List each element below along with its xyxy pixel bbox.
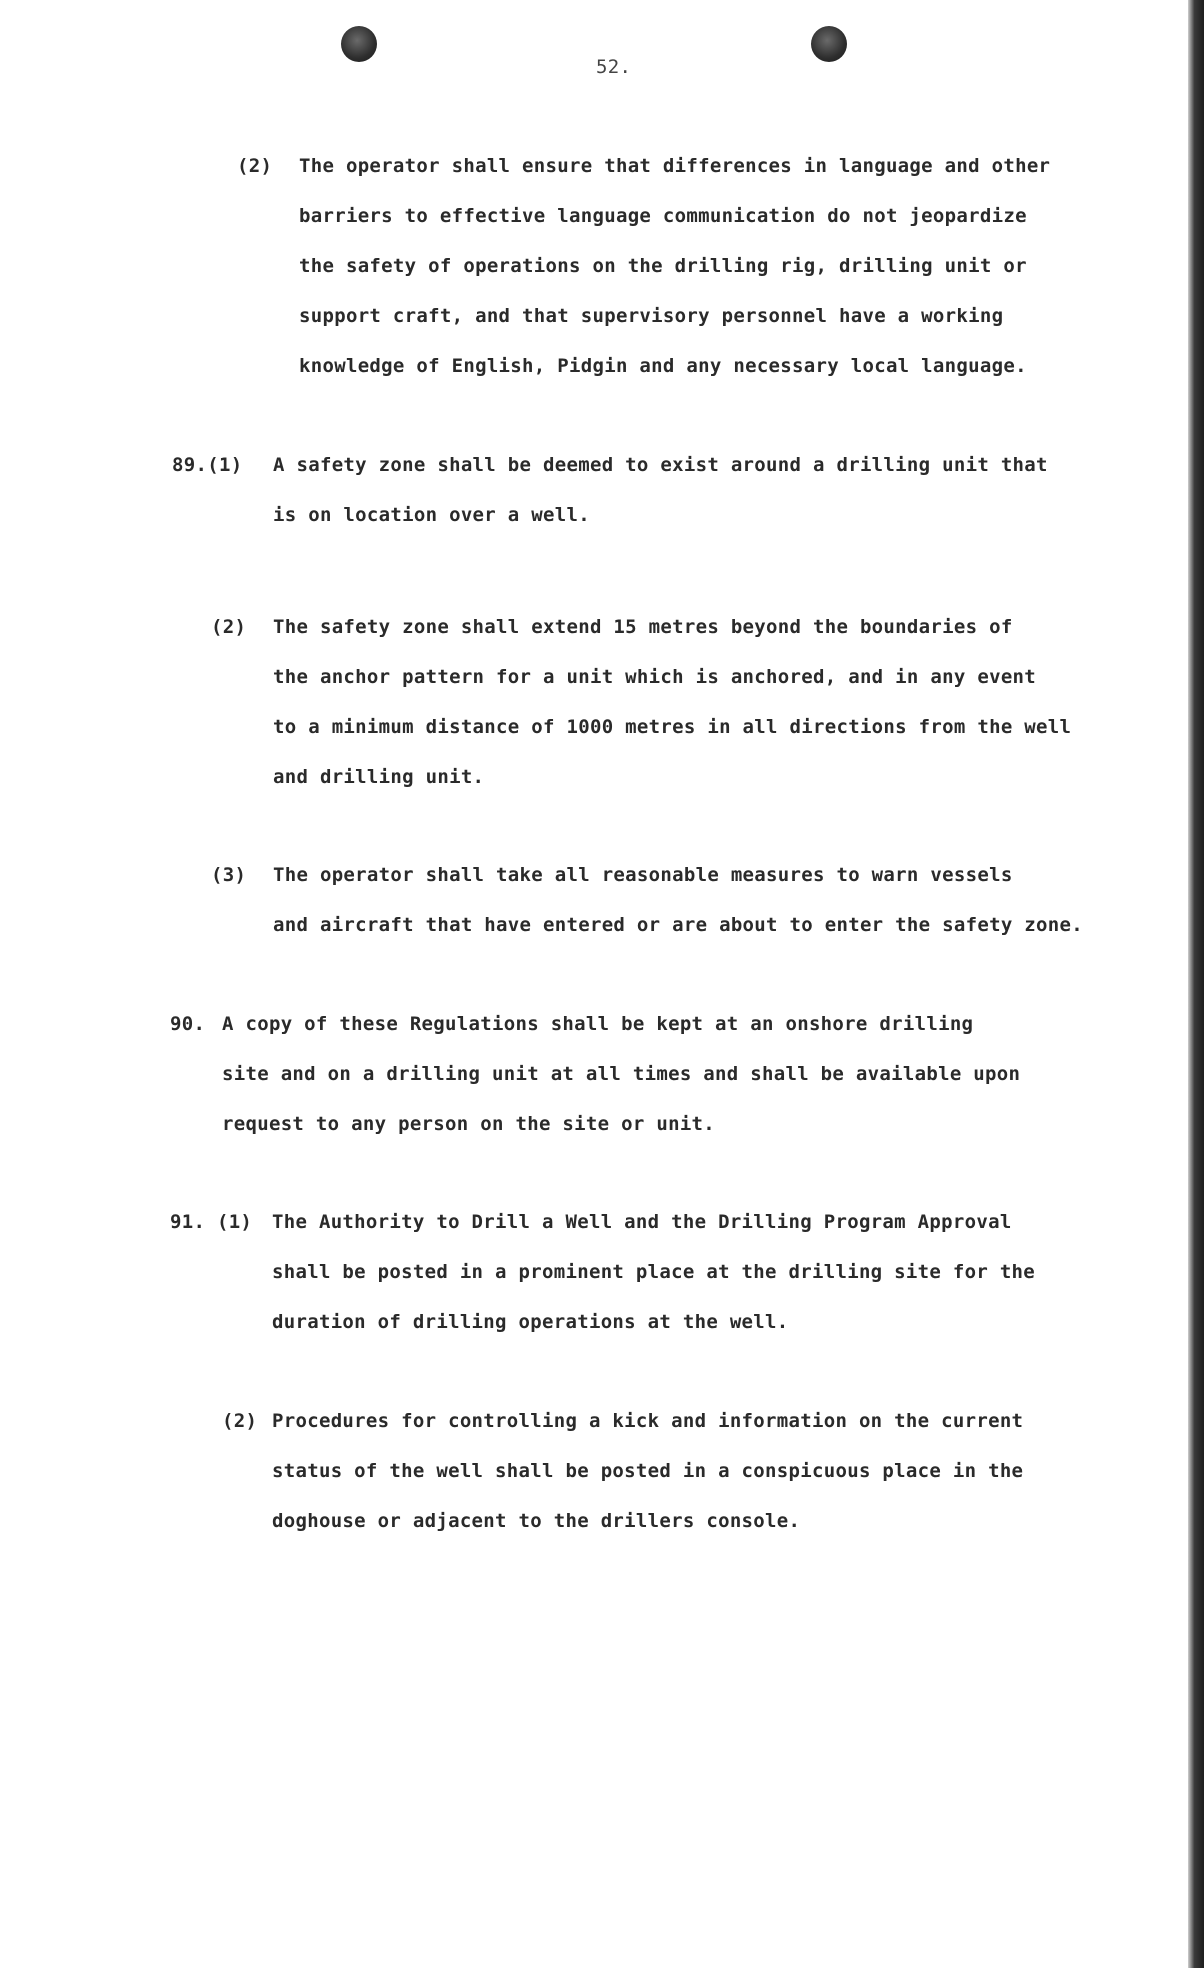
section-line: shall be posted in a prominent place at the drilling site for the — [272, 1261, 1036, 1283]
section-line: is on location over a well. — [273, 504, 590, 526]
section-line: A safety zone shall be deemed to exist around a drilling unit that — [273, 454, 1048, 476]
section-line: barriers to effective language communication do not jeopardize — [299, 205, 1027, 227]
section-number: 91. (1) — [170, 1211, 253, 1233]
section-line: A copy of these Regulations shall be kept at an onshore drilling — [222, 1013, 974, 1035]
section-number: (2) — [222, 1410, 258, 1432]
section-line: support craft, and that supervisory personnel have a working — [299, 305, 1004, 327]
section-line: duration of drilling operations at the well. — [272, 1311, 789, 1333]
section-line: The operator shall take all reasonable measures to warn vessels — [273, 864, 1013, 886]
section-line: doghouse or adjacent to the drillers console. — [272, 1510, 801, 1532]
section-line: request to any person on the site or unit. — [222, 1113, 716, 1135]
section-line: knowledge of English, Pidgin and any necessary local language. — [299, 355, 1027, 377]
punch-hole-right — [811, 26, 847, 62]
section-line: Procedures for controlling a kick and information on the current — [272, 1410, 1024, 1432]
section-line: the anchor pattern for a unit which is anchored, and in any event — [273, 666, 1037, 688]
section-line: status of the well shall be posted in a conspicuous place in the — [272, 1460, 1024, 1482]
section-line: and drilling unit. — [273, 766, 485, 788]
section-number: (3) — [211, 864, 247, 886]
section-line: The operator shall ensure that differences in language and other — [299, 155, 1051, 177]
section-line: to a minimum distance of 1000 metres in all directions from the well — [273, 716, 1072, 738]
punch-hole-left — [341, 26, 377, 62]
section-line: the safety of operations on the drilling rig, drilling unit or — [299, 255, 1027, 277]
section-number: 90. — [170, 1013, 206, 1035]
section-line: The Authority to Drill a Well and the Drilling Program Approval — [272, 1211, 1012, 1233]
section-number: (2) — [237, 155, 273, 177]
page-number: 52. — [596, 56, 632, 78]
section-line: and aircraft that have entered or are about to enter the safety zone. — [273, 914, 1083, 936]
section-number: 89.(1) — [172, 454, 243, 476]
section-number: (2) — [211, 616, 247, 638]
section-line: site and on a drilling unit at all times and shall be available upon — [222, 1063, 1021, 1085]
scan-edge — [1188, 0, 1204, 1968]
section-line: The safety zone shall extend 15 metres beyond the boundaries of — [273, 616, 1013, 638]
